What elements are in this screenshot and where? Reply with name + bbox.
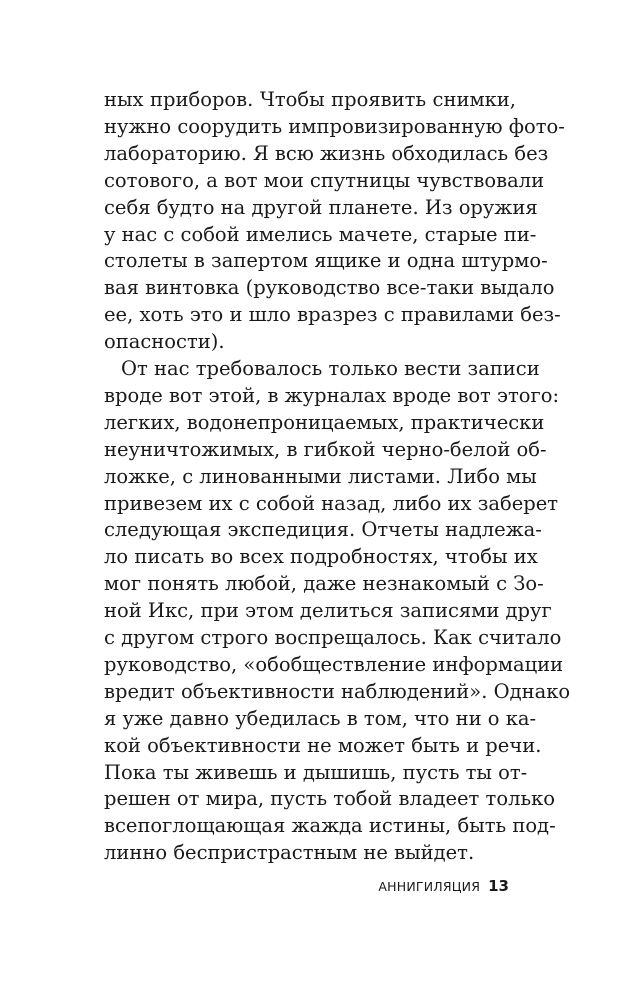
text-line: сотового, а вот мои спутницы чувствовали	[104, 168, 545, 192]
page-number: 13	[488, 877, 509, 895]
text-line: От нас требовалось только вести записи	[121, 357, 540, 380]
text-line: ее, хоть это и шло вразрез с правилами без-	[104, 303, 561, 327]
running-title: АННИГИЛЯЦИЯ	[378, 879, 481, 894]
text-line: у нас с собой имелись мачете, старые пи-	[104, 222, 537, 246]
text-line: руководство, «обобществление информации	[104, 652, 564, 676]
text-line: себя будто на другой планете. Из оружия	[104, 195, 538, 219]
text-line: ло писать во всех подробностях, чтобы их	[104, 545, 538, 569]
text-line: столеты в запертом ящике и одна штурмо-	[104, 249, 548, 273]
text-line: опасности).	[104, 330, 225, 354]
text-line: кой объективности не может быть и речи.	[104, 733, 542, 757]
text-line: я уже давно убедилась в том, что ни о ка-	[104, 706, 537, 730]
text-line: ной Икс, при этом делиться записями друг	[104, 599, 552, 623]
text-line: лабораторию. Я всю жизнь обходилась без	[104, 141, 549, 165]
page-footer	[378, 877, 509, 895]
text-line: вая винтовка (руководство все-таки выдало	[104, 276, 555, 300]
text-line: следующая экспедиция. Отчеты надлежа-	[104, 518, 542, 542]
text-line: вредит объективности наблюдений». Однако	[104, 679, 571, 703]
text-line: ных приборов. Чтобы проявить снимки,	[104, 88, 516, 111]
text-line: с другом строго воспрещалось. Как считало	[104, 626, 562, 649]
text-line: линно беспристрастным не выйдет.	[104, 841, 475, 865]
text-line: Пока ты живешь и дышишь, пусть ты от-	[104, 760, 528, 784]
text-line: вроде вот этой, в журналах вроде вот этого:	[104, 383, 560, 407]
text-line: ложке, с линованными листами. Либо мы	[104, 464, 537, 488]
text-line: неуничтожимых, в гибкой черно-белой об-	[104, 437, 547, 461]
text-line: нужно соорудить импровизированную фото-	[104, 114, 565, 138]
text-line: мог понять любой, даже незнакомый с Зо-	[104, 572, 544, 596]
text-line: решен от мира, пусть тобой владеет только	[104, 787, 556, 811]
text-line: легких, водонепроницаемых, практически	[104, 410, 545, 434]
text-line: всепоглощающая жажда истины, быть под-	[104, 814, 556, 838]
text-line: привезем их с собой назад, либо их заберет	[104, 491, 559, 515]
